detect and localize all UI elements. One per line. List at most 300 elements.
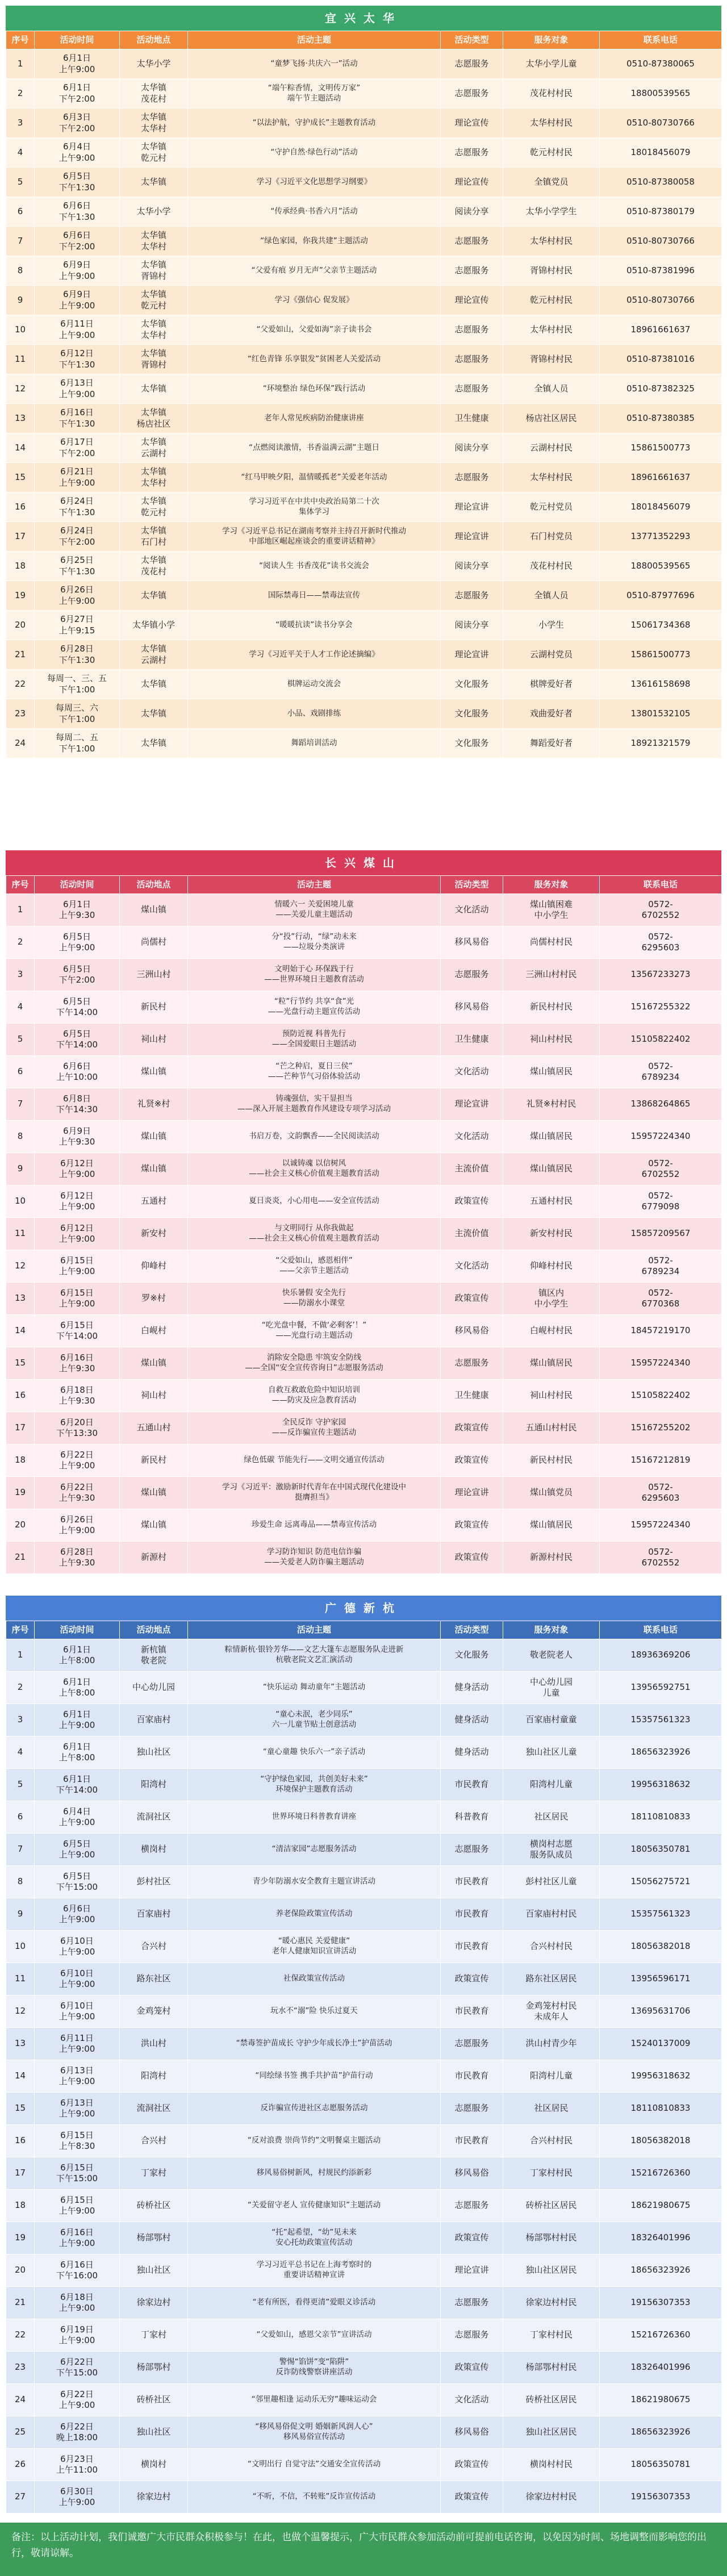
cell-time: 6月12日 上午9:00 xyxy=(35,1185,120,1218)
cell-time: 6月3日 下午2:00 xyxy=(35,108,120,138)
cell-location: 独山社区 xyxy=(120,2254,188,2287)
cell-type: 文化活动 xyxy=(441,2384,503,2416)
cell-index: 8 xyxy=(6,1121,35,1153)
cell-location: 百家庙村 xyxy=(120,1898,188,1931)
column-header: 序号 xyxy=(6,876,35,894)
cell-audience: 路东社区居民 xyxy=(503,1963,600,1995)
table-row xyxy=(6,1347,722,1380)
cell-location: 太华镇 乾元村 xyxy=(120,492,188,522)
cell-time: 6月10日 上午9:00 xyxy=(35,1963,120,1995)
cell-theme: 情暖六一 关爱困境儿童 ——关爱儿童主题活动 xyxy=(188,894,441,926)
cell-index: 19 xyxy=(6,2222,35,2254)
cell-theme: 消除安全隐患 牢筑安全防线 ——全国“安全宣传咨询日”志愿服务活动 xyxy=(188,1347,441,1380)
cell-location: 洪山村 xyxy=(120,2028,188,2060)
cell-theme: “父爱有痕 岁月无声”父亲节主题活动 xyxy=(188,256,441,286)
cell-theme: 珍爱生命 远离毒品——禁毒宣传活动 xyxy=(188,1509,441,1542)
events-table xyxy=(6,31,721,758)
cell-type: 阅读分享 xyxy=(441,433,503,463)
cell-audience: 茂花村村民 xyxy=(503,552,600,581)
cell-theme: “童心童趣 快乐六一”亲子活动 xyxy=(188,1736,441,1769)
cell-phone: 18656323926 xyxy=(600,2254,722,2287)
cell-theme: “清洁家园”志愿服务活动 xyxy=(188,1834,441,1866)
table-row xyxy=(6,1024,722,1056)
cell-phone: 13771352293 xyxy=(600,522,722,552)
cell-audience: 独山社区居民 xyxy=(503,2416,600,2449)
cell-index: 17 xyxy=(6,1412,35,1444)
cell-location: 太华镇 xyxy=(120,168,188,197)
cell-location: 丁家村 xyxy=(120,2157,188,2190)
column-header: 活动时间 xyxy=(35,1621,120,1639)
cell-location: 路东社区 xyxy=(120,1963,188,1995)
cell-theme: “童心未泯，老少同乐” 六一儿童节贴土创意活动 xyxy=(188,1704,441,1736)
cell-phone: 15357561323 xyxy=(600,1704,722,1736)
cell-audience: 云湖村村民 xyxy=(503,433,600,463)
cell-type: 移风易俗 xyxy=(441,2157,503,2190)
table-header-row xyxy=(6,31,722,49)
cell-theme: 反诈骗宣传进社区志愿服务活动 xyxy=(188,2093,441,2125)
cell-theme: “阅读人生 书香茂花”读书交流会 xyxy=(188,552,441,581)
cell-phone: 0572- 6702552 xyxy=(600,1542,722,1574)
cell-theme: “吃光盘中餐，不做‘必剩客’！” ——光盘行动主题活动 xyxy=(188,1315,441,1347)
cell-phone: 13868264865 xyxy=(600,1088,722,1121)
cell-time: 6月1日 上午9:30 xyxy=(35,894,120,926)
cell-time: 每周二、五 下午1:00 xyxy=(35,729,120,758)
cell-location: 煤山镇 xyxy=(120,1347,188,1380)
cell-time: 6月24日 下午1:30 xyxy=(35,492,120,522)
cell-audience: 石门村党员 xyxy=(503,522,600,552)
column-header: 序号 xyxy=(6,31,35,49)
cell-index: 12 xyxy=(6,374,35,404)
table-header-row xyxy=(6,1621,722,1639)
cell-theme: “不听，不信，不转账”反诈宣传活动 xyxy=(188,2481,441,2514)
cell-audience: 彭村社区儿童 xyxy=(503,1866,600,1898)
column-header: 活动主题 xyxy=(188,1621,441,1639)
cell-theme: “父爱如山，感恩父亲节”宣讲活动 xyxy=(188,2319,441,2352)
cell-audience: 太华村村民 xyxy=(503,108,600,138)
cell-theme: 青少年防溺水安全教育主题宣讲活动 xyxy=(188,1866,441,1898)
cell-time: 6月5日 下午14:00 xyxy=(35,991,120,1024)
column-header: 活动类型 xyxy=(441,876,503,894)
cell-phone: 18110810833 xyxy=(600,1801,722,1834)
column-header: 服务对象 xyxy=(503,31,600,49)
cell-theme: “移风易俗促文明 婚姻新风润人心” 移风易俗宣传活动 xyxy=(188,2416,441,2449)
cell-phone: 0572- 6789234 xyxy=(600,1250,722,1283)
table-row xyxy=(6,2157,722,2190)
cell-index: 1 xyxy=(6,49,35,79)
cell-time: 6月12日 下午1:30 xyxy=(35,345,120,374)
cell-location: 尚儒村 xyxy=(120,926,188,959)
cell-type: 文化活动 xyxy=(441,1250,503,1283)
table-row xyxy=(6,959,722,991)
cell-location: 太华镇小学 xyxy=(120,611,188,640)
cell-phone: 18921321579 xyxy=(600,729,722,758)
cell-theme: 玩水不“溺”险 快乐过夏天 xyxy=(188,1995,441,2028)
cell-theme: 粽情新杭·银铃芳华——文艺大篷车志愿服务队走进新 杭敬老院文艺汇演活动 xyxy=(188,1639,441,1672)
table-row xyxy=(6,433,722,463)
cell-audience: 棋牌爱好者 xyxy=(503,670,600,699)
cell-location: 流洞社区 xyxy=(120,2093,188,2125)
cell-theme: “红马甲映夕阳，温情暖孤老”关爱老年活动 xyxy=(188,463,441,492)
cell-index: 2 xyxy=(6,79,35,108)
cell-phone: 15357561323 xyxy=(600,1898,722,1931)
cell-time: 6月16日 上午9:00 xyxy=(35,2222,120,2254)
cell-index: 21 xyxy=(6,1542,35,1574)
cell-type: 政策宣传 xyxy=(441,1963,503,1995)
table-row xyxy=(6,227,722,256)
cell-time: 6月26日 上午9:00 xyxy=(35,581,120,611)
table-row xyxy=(6,1834,722,1866)
cell-index: 16 xyxy=(6,2125,35,2157)
column-header: 活动时间 xyxy=(35,31,120,49)
cell-theme: “禁毒签护苗成长 守护少年成长净土”护苗活动 xyxy=(188,2028,441,2060)
table-row xyxy=(6,2093,722,2125)
cell-type: 理论宣讲 xyxy=(441,522,503,552)
cell-theme: “暖暖抗读”读书分享会 xyxy=(188,611,441,640)
cell-index: 2 xyxy=(6,926,35,959)
cell-time: 6月6日 下午2:00 xyxy=(35,227,120,256)
cell-type: 文化服务 xyxy=(441,699,503,729)
cell-type: 卫生健康 xyxy=(441,404,503,433)
cell-theme: 预防近视 科普先行 ——全国爱眼日主题活动 xyxy=(188,1024,441,1056)
cell-theme: “同绘绿书签 携手共护苗”护苗行动 xyxy=(188,2060,441,2093)
cell-phone: 0572- 6295603 xyxy=(600,1477,722,1509)
cell-location: 白岘村 xyxy=(120,1315,188,1347)
cell-type: 志愿服务 xyxy=(441,345,503,374)
table-row xyxy=(6,1218,722,1250)
table-row xyxy=(6,1121,722,1153)
cell-time: 6月20日 下午13:30 xyxy=(35,1412,120,1444)
cell-location: 煤山镇 xyxy=(120,1153,188,1185)
section-yixing-taihua xyxy=(6,6,721,758)
cell-theme: 分“投”行动，“绿”动未来 ——垃圾分类演讲 xyxy=(188,926,441,959)
cell-index: 18 xyxy=(6,552,35,581)
cell-phone: 15167255202 xyxy=(600,1412,722,1444)
cell-location: 太华镇 太华村 xyxy=(120,463,188,492)
cell-location: 煤山镇 xyxy=(120,1121,188,1153)
cell-index: 14 xyxy=(6,1315,35,1347)
cell-phone: 0572- 6702552 xyxy=(600,894,722,926)
cell-type: 文化活动 xyxy=(441,1056,503,1088)
cell-time: 6月13日 上午9:00 xyxy=(35,374,120,404)
cell-type: 政策宣传 xyxy=(441,1509,503,1542)
cell-location: 新安村 xyxy=(120,1218,188,1250)
cell-audience: 煤山镇居民 xyxy=(503,1509,600,1542)
cell-index: 4 xyxy=(6,991,35,1024)
cell-type: 志愿服务 xyxy=(441,49,503,79)
cell-audience: 茂花村村民 xyxy=(503,79,600,108)
cell-time: 6月16日 下午16:00 xyxy=(35,2254,120,2287)
cell-type: 志愿服务 xyxy=(441,2093,503,2125)
cell-type: 志愿服务 xyxy=(441,2319,503,2352)
cell-index: 1 xyxy=(6,1639,35,1672)
cell-audience: 太华小学学生 xyxy=(503,197,600,227)
cell-type: 健身活动 xyxy=(441,1672,503,1704)
cell-type: 理论宣传 xyxy=(441,108,503,138)
cell-phone: 18656323926 xyxy=(600,2416,722,2449)
cell-time: 6月16日 下午1:30 xyxy=(35,404,120,433)
cell-location: 太华镇 xyxy=(120,729,188,758)
cell-time: 每周三、六 下午1:00 xyxy=(35,699,120,729)
cell-location: 太华镇 石门村 xyxy=(120,522,188,552)
table-row xyxy=(6,2254,722,2287)
table-row xyxy=(6,991,722,1024)
cell-index: 26 xyxy=(6,2449,35,2481)
cell-audience: 胥锦村村民 xyxy=(503,345,600,374)
cell-time: 6月5日 上午9:00 xyxy=(35,926,120,959)
cell-index: 13 xyxy=(6,404,35,433)
cell-time: 6月13日 上午9:00 xyxy=(35,2060,120,2093)
cell-type: 市民教育 xyxy=(441,1866,503,1898)
section-changxing-meishan xyxy=(6,850,721,1574)
cell-time: 6月28日 下午1:30 xyxy=(35,640,120,670)
cell-location: 礼贤※村 xyxy=(120,1088,188,1121)
cell-location: 太华镇 胥锦村 xyxy=(120,256,188,286)
cell-time: 6月28日 上午9:30 xyxy=(35,1542,120,1574)
cell-time: 6月9日 上午9:30 xyxy=(35,1121,120,1153)
cell-phone: 18056350781 xyxy=(600,1834,722,1866)
cell-theme: 世界环境日科普教育讲座 xyxy=(188,1801,441,1834)
table-row xyxy=(6,315,722,345)
cell-phone: 15216726360 xyxy=(600,2157,722,2190)
cell-location: 新民村 xyxy=(120,1444,188,1477)
cell-location: 杨部鄂村 xyxy=(120,2222,188,2254)
cell-theme: “环境整治 绿色环保”践行活动 xyxy=(188,374,441,404)
table-body xyxy=(6,49,722,758)
column-header: 序号 xyxy=(6,1621,35,1639)
table-row xyxy=(6,168,722,197)
cell-time: 6月6日 上午10:00 xyxy=(35,1056,120,1088)
cell-type: 志愿服务 xyxy=(441,256,503,286)
table-row xyxy=(6,729,722,758)
cell-time: 6月11日 上午9:00 xyxy=(35,315,120,345)
events-table xyxy=(6,875,721,1574)
cell-location: 煤山镇 xyxy=(120,1509,188,1542)
footer-note: 备注：以上活动计划，我们诚邀广大市民群众积极参与！在此，也做个温馨提示，广大市民群众参加活动前可提前电话咨询，以免因为时间、场地调整而影响您的出行，敬请谅解。 xyxy=(0,2523,727,2576)
column-header: 活动地点 xyxy=(120,1621,188,1639)
cell-type: 政策宣传 xyxy=(441,2352,503,2384)
cell-theme: 文明始于心 环保践于行 ——世界环境日主题教育活动 xyxy=(188,959,441,991)
cell-theme: 学习《习近平总书记在湖南考察并主持召开新时代推动 中部地区崛起座谈会的重要讲话精神》 xyxy=(188,522,441,552)
cell-index: 11 xyxy=(6,1963,35,1995)
section-title: 广德新杭 xyxy=(6,1596,721,1621)
table-row xyxy=(6,404,722,433)
table-row xyxy=(6,1801,722,1834)
cell-index: 7 xyxy=(6,1834,35,1866)
cell-phone: 15857209567 xyxy=(600,1218,722,1250)
cell-type: 理论宣讲 xyxy=(441,492,503,522)
cell-type: 科普教育 xyxy=(441,1801,503,1834)
cell-type: 文化服务 xyxy=(441,1639,503,1672)
cell-time: 6月5日 下午14:00 xyxy=(35,1024,120,1056)
cell-theme: 学习防诈知识 防范电信诈骗 ——关爱老人防诈骗主题活动 xyxy=(188,1542,441,1574)
column-header: 联系电话 xyxy=(600,31,722,49)
cell-phone: 15216726360 xyxy=(600,2319,722,2352)
cell-index: 4 xyxy=(6,138,35,168)
cell-type: 理论宣传 xyxy=(441,168,503,197)
cell-type: 阅读分享 xyxy=(441,197,503,227)
cell-time: 6月15日 上午9:00 xyxy=(35,2190,120,2222)
cell-location: 徐家边村 xyxy=(120,2481,188,2514)
cell-phone: 0510-87380065 xyxy=(600,49,722,79)
cell-theme: 国际禁毒日——禁毒法宣传 xyxy=(188,581,441,611)
column-header: 联系电话 xyxy=(600,1621,722,1639)
cell-type: 市民教育 xyxy=(441,1931,503,1963)
cell-type: 主流价值 xyxy=(441,1218,503,1250)
cell-audience: 太华村村民 xyxy=(503,463,600,492)
cell-audience: 独山社区儿童 xyxy=(503,1736,600,1769)
cell-phone: 19956318632 xyxy=(600,1769,722,1801)
cell-type: 移风易俗 xyxy=(441,1315,503,1347)
cell-location: 新源村 xyxy=(120,1542,188,1574)
cell-time: 6月17日 下午2:00 xyxy=(35,433,120,463)
cell-index: 23 xyxy=(6,699,35,729)
cell-phone: 15957224340 xyxy=(600,1121,722,1153)
table-row xyxy=(6,2319,722,2352)
cell-theme: “守护绿色家园，共创美好未来” 环境保护主题教育活动 xyxy=(188,1769,441,1801)
cell-theme: 全民反诈 守护家园 ——反诈骗宣传主题活动 xyxy=(188,1412,441,1444)
cell-type: 阅读分享 xyxy=(441,611,503,640)
cell-time: 6月18日 上午9:00 xyxy=(35,2287,120,2319)
cell-audience: 横岗村志愿 服务队成员 xyxy=(503,1834,600,1866)
cell-index: 3 xyxy=(6,108,35,138)
cell-theme: “点燃阅读激情，书香溢满云湖”主题日 xyxy=(188,433,441,463)
cell-index: 18 xyxy=(6,1444,35,1477)
cell-phone: 18961661637 xyxy=(600,463,722,492)
table-row xyxy=(6,2060,722,2093)
cell-location: 彭村社区 xyxy=(120,1866,188,1898)
cell-index: 18 xyxy=(6,2190,35,2222)
cell-time: 6月16日 上午9:30 xyxy=(35,1347,120,1380)
cell-type: 志愿服务 xyxy=(441,959,503,991)
cell-type: 政策宣传 xyxy=(441,2481,503,2514)
cell-theme: 移风易俗树新风，村规民约添新彩 xyxy=(188,2157,441,2190)
table-row xyxy=(6,2190,722,2222)
cell-theme: “粒”行节约 共享“食”光 ——光盘行动主题宣传活动 xyxy=(188,991,441,1024)
cell-phone: 15105822402 xyxy=(600,1024,722,1056)
cell-phone: 0510-80730766 xyxy=(600,286,722,315)
table-row xyxy=(6,1088,722,1121)
cell-theme: 学习《强信心 促发展》 xyxy=(188,286,441,315)
cell-theme: “邻里趣相逢 运动乐无穷”趣味运动会 xyxy=(188,2384,441,2416)
cell-index: 13 xyxy=(6,2028,35,2060)
cell-location: 新杭镇 敬老院 xyxy=(120,1639,188,1672)
cell-theme: “反对浪费 崇尚节约”文明餐桌主题活动 xyxy=(188,2125,441,2157)
cell-type: 政策宣传 xyxy=(441,1412,503,1444)
cell-type: 文化服务 xyxy=(441,670,503,699)
cell-audience: 五通山村村民 xyxy=(503,1412,600,1444)
cell-location: 流洞社区 xyxy=(120,1801,188,1834)
cell-time: 6月5日 下午2:00 xyxy=(35,959,120,991)
cell-audience: 徐家边村村民 xyxy=(503,2287,600,2319)
cell-type: 志愿服务 xyxy=(441,2287,503,2319)
cell-location: 新民村 xyxy=(120,991,188,1024)
table-row xyxy=(6,256,722,286)
cell-type: 志愿服务 xyxy=(441,315,503,345)
cell-theme: 与文明同行 从你我做起 ——社会主义核心价值观主题教育活动 xyxy=(188,1218,441,1250)
cell-audience: 太华小学儿童 xyxy=(503,49,600,79)
cell-index: 11 xyxy=(6,345,35,374)
cell-phone: 0510-87382325 xyxy=(600,374,722,404)
cell-type: 政策宣传 xyxy=(441,2222,503,2254)
table-row xyxy=(6,670,722,699)
cell-phone: 0572- 6702552 xyxy=(600,1153,722,1185)
cell-phone: 13616158698 xyxy=(600,670,722,699)
cell-audience: 煤山镇困难 中小学生 xyxy=(503,894,600,926)
cell-phone: 0510-87380179 xyxy=(600,197,722,227)
cell-index: 16 xyxy=(6,1380,35,1412)
cell-audience: 百家庙村村民 xyxy=(503,1898,600,1931)
cell-location: 太华镇 云湖村 xyxy=(120,640,188,670)
cell-type: 市民教育 xyxy=(441,1898,503,1931)
cell-phone: 15957224340 xyxy=(600,1509,722,1542)
cell-location: 五通山村 xyxy=(120,1412,188,1444)
cell-time: 6月24日 下午2:00 xyxy=(35,522,120,552)
cell-type: 文化活动 xyxy=(441,1121,503,1153)
cell-audience: 乾元村党员 xyxy=(503,492,600,522)
cell-location: 砖桥社区 xyxy=(120,2190,188,2222)
cell-location: 太华镇 云湖村 xyxy=(120,433,188,463)
column-header: 服务对象 xyxy=(503,1621,600,1639)
cell-type: 政策宣传 xyxy=(441,1444,503,1477)
cell-index: 14 xyxy=(6,433,35,463)
cell-audience: 百家庙村童童 xyxy=(503,1704,600,1736)
cell-index: 2 xyxy=(6,1672,35,1704)
cell-index: 8 xyxy=(6,256,35,286)
cell-time: 6月22日 晚上18:00 xyxy=(35,2416,120,2449)
cell-index: 12 xyxy=(6,1995,35,2028)
cell-location: 阳湾村 xyxy=(120,2060,188,2093)
cell-location: 独山社区 xyxy=(120,1736,188,1769)
table-row xyxy=(6,345,722,374)
cell-audience: 云湖村党员 xyxy=(503,640,600,670)
cell-time: 每周一、三、五 下午1:00 xyxy=(35,670,120,699)
cell-time: 6月9日 上午9:00 xyxy=(35,286,120,315)
cell-index: 24 xyxy=(6,2384,35,2416)
cell-phone: 18110810833 xyxy=(600,2093,722,2125)
table-row xyxy=(6,1185,722,1218)
cell-location: 丁家村 xyxy=(120,2319,188,2352)
cell-audience: 小学生 xyxy=(503,611,600,640)
cell-index: 27 xyxy=(6,2481,35,2514)
cell-location: 祠山村 xyxy=(120,1380,188,1412)
cell-type: 理论宣讲 xyxy=(441,2254,503,2287)
cell-time: 6月12日 上午9:00 xyxy=(35,1153,120,1185)
cell-audience: 中心幼儿园 儿童 xyxy=(503,1672,600,1704)
table-row xyxy=(6,522,722,552)
cell-phone: 13695631706 xyxy=(600,1995,722,2028)
column-header: 联系电话 xyxy=(600,876,722,894)
cell-audience: 丁家村村民 xyxy=(503,2157,600,2190)
cell-time: 6月15日 下午15:00 xyxy=(35,2157,120,2190)
table-row xyxy=(6,1866,722,1898)
cell-index: 15 xyxy=(6,2093,35,2125)
cell-type: 政策宣传 xyxy=(441,2449,503,2481)
cell-index: 22 xyxy=(6,2319,35,2352)
column-header: 活动地点 xyxy=(120,876,188,894)
cell-audience: 丁家村村民 xyxy=(503,2319,600,2352)
cell-audience: 镇区内 中小学生 xyxy=(503,1283,600,1315)
cell-time: 6月8日 下午14:30 xyxy=(35,1088,120,1121)
column-header: 活动类型 xyxy=(441,31,503,49)
cell-location: 三洲山村 xyxy=(120,959,188,991)
section-guangde-xinhang xyxy=(6,1596,721,2514)
cell-audience: 胥锦村村民 xyxy=(503,256,600,286)
table-row xyxy=(6,581,722,611)
cell-time: 6月1日 上午9:00 xyxy=(35,49,120,79)
cell-phone: 0510-87381016 xyxy=(600,345,722,374)
cell-audience: 全镇人员 xyxy=(503,374,600,404)
cell-time: 6月6日 下午1:30 xyxy=(35,197,120,227)
